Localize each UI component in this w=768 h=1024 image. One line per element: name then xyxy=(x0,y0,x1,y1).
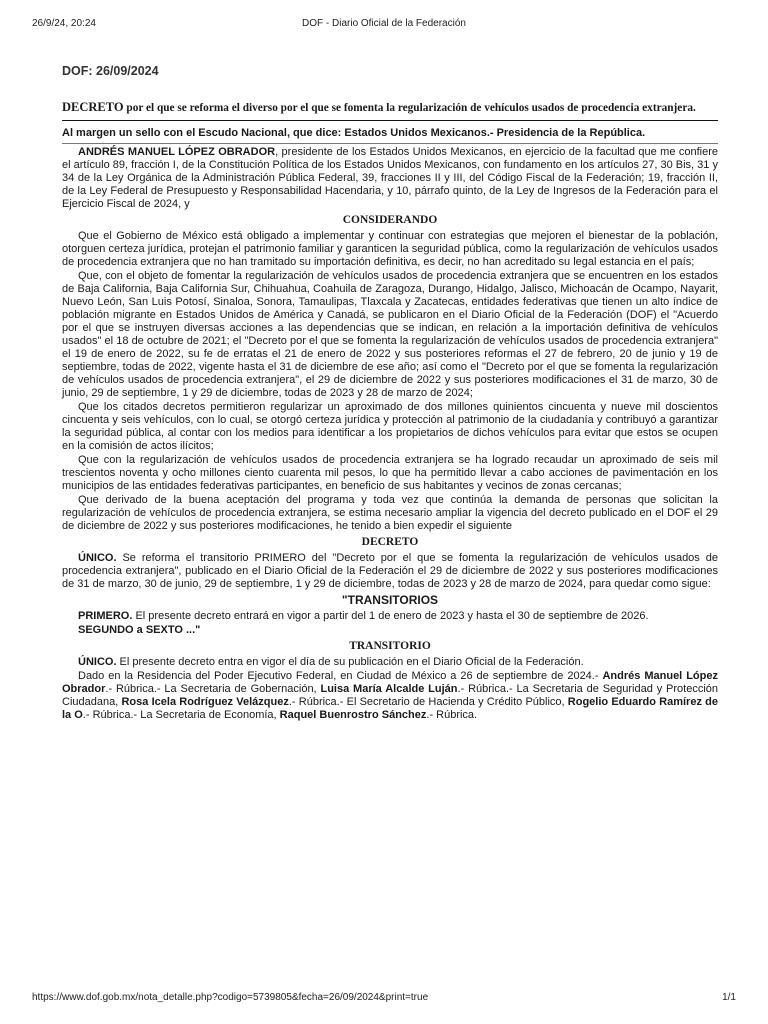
president-name: ANDRÉS MANUEL LÓPEZ OBRADOR xyxy=(78,146,276,158)
decree-title-lead: DECRETO xyxy=(62,100,124,114)
closing-text: .- Rúbrica. xyxy=(426,709,478,721)
considerando-heading: CONSIDERANDO xyxy=(342,214,438,226)
primero-text: El presente decreto entrará en vigor a partir del 1 de enero de 2023 y hasta el 30 de septiembre de 2026. xyxy=(132,610,649,622)
considerando-paragraph: Que el Gobierno de México está obligado a implementar y continuar con estrategias que mejoren el bienestar de la población, otorguen certeza jurídica, protejan el patrimonio familiar y garanticen la seguridad pública, como la regularización de vehículos usados de procedencia extranjera que no han tramitado su importación definitiva, es decir, no han acreditado su legal estancia en el país; xyxy=(62,230,718,268)
page-number: 1/1 xyxy=(722,992,736,1003)
print-url: https://www.dof.gob.mx/nota_detalle.php?codigo=5739805&fecha=26/09/2024&print=true xyxy=(32,992,429,1003)
signatory-name: Raquel Buenrostro Sánchez xyxy=(279,709,427,721)
closing-paragraph xyxy=(62,670,718,722)
unico-label: ÚNICO. xyxy=(78,552,117,564)
signatory-name: Rosa Icela Rodríguez Velázquez xyxy=(121,696,289,708)
closing-text: .- Rúbrica.- La Secretaria de Gobernación, xyxy=(105,683,321,695)
closing-text: .- Rúbrica.- La Secretaria de Seguridad y Protección Ciudadana, xyxy=(62,683,719,708)
unico-article xyxy=(62,552,718,591)
transitorios-quote-heading: "TRANSITORIOS xyxy=(341,593,439,607)
print-footer xyxy=(32,992,736,1006)
signatory-name: Rogelio Eduardo Ramírez de la O xyxy=(62,696,719,721)
print-page-title: DOF - Diario Oficial de la Federación xyxy=(302,18,466,29)
considerando-paragraph: Que los citados decretos permitieron regularizar un aproximado de dos millones quinientos cincuenta y nueve mil doscientos cincuenta y seis vehículos, con lo cual, se otorgó certeza jurídica y protección al patrimonio de la ciudadanía y contribuyó a garantizar la seguridad pública, al contar con los medios para identificar a los propietarios de dichos vehículos para evitar que estos se ocupen en la comisión de actos ilícitos; xyxy=(62,401,718,452)
primero-label: PRIMERO. xyxy=(78,610,133,622)
dof-date: DOF: 26/09/2024 xyxy=(62,64,159,78)
closing-text: Dado en la Residencia del Poder Ejecutivo Federal, en Ciudad de México a 26 de septiembre de 2024.- xyxy=(78,670,603,682)
unico-transitorio-text: El presente decreto entra en vigor el día de su publicación en el Diario Oficial de la Federación. xyxy=(116,656,584,668)
unico-transitorio-label: ÚNICO. xyxy=(78,656,117,668)
decree-title xyxy=(62,100,718,121)
considerando-paragraph: Que, con el objeto de fomentar la regularización de vehículos usados de procedencia extranjera que se encuentren en los estados de Baja California, Baja California Sur, Chihuahua, Coahuila de Zaragoza, Durango, Hidalgo, Jalisco, Michoacán de Ocampo, Nayarit, Nuevo León, San Luis Potosí, Sinaloa, Sonora, Tamaulipas, Tlaxcala y Zacatecas, entidades federativas que tienen un alto índice de población migrante en Estados Unidos de América y Canadá, se publicaron en el Diario Oficial de la Federación (DOF) el "Acuerdo por el que se instruyen diversas acciones a las dependencias que se indican, en relación a la importación definitiva de vehículos usados" el 18 de octubre de 2021; el "Decreto por el que se fomenta la regularización de vehículos usados de procedencia extranjera" el 19 de enero de 2022, su fe de erratas el 21 de enero de 2022 y sus posteriores reformas el 27 de febrero, 20 de junio y 19 de septiembre, todas de 2022, vigente hasta el 31 de diciembre de ese año; así como el "Decreto por el que se fomenta la regularización de vehículos usados de procedencia extranjera", el 29 de diciembre de 2022 y sus posteriores modificaciones el 31 de marzo, 30 de junio, 29 de septiembre, 1 y 29 de diciembre, todas de 2023 y 28 de marzo de 2024; xyxy=(62,270,718,399)
intro-paragraph xyxy=(62,146,718,211)
transitorio-heading: TRANSITORIO xyxy=(349,640,431,652)
segundo-sexto-text: SEGUNDO a SEXTO ..." xyxy=(78,624,201,636)
decreto-heading: DECRETO xyxy=(361,536,419,548)
margin-note: Al margen un sello con el Escudo Nacional, que dice: Estados Unidos Mexicanos.- Presidencia de la República. xyxy=(62,127,718,144)
unico-text: Se reforma el transitorio PRIMERO del "Decreto por el que se fomenta la regularización de vehículos usados de procedencia extranjera", publicado en el Diario Oficial de la Federación el 29 de diciembre de 2022 y sus posteriores modificaciones de 31 de marzo, 30 de junio, 29 de septiembre, 1 y 29 de diciembre, todas de 2023 y 28 de marzo de 2024, para quedar como sigue: xyxy=(62,552,718,590)
intro-text: , presidente de los Estados Unidos Mexicanos, en ejercicio de la facultad que me confiere el artículo 89, fracción I, de la Constitución Política de los Estados Unidos Mexicanos, con fundamento en los artículos 27, 30 Bis, 31 y 34 de la Ley Orgánica de la Administración Pública Federal, 39, fracciones II y III, del Código Fiscal de la Federación; 19, fracción II, de la Ley Federal de Presupuesto y Responsabilidad Hacendaria, y 10, párrafo quinto, de la Ley de Ingresos de la Federación para el Ejercicio Fiscal de 2024, y xyxy=(62,146,718,210)
closing-text: .- Rúbrica.- El Secretario de Hacienda y Crédito Público, xyxy=(288,696,568,708)
signatory-name: Luisa María Alcalde Luján xyxy=(320,683,458,695)
considerando-paragraph: Que derivado de la buena aceptación del programa y toda vez que continúa la demanda de personas que solicitan la regularización de vehículos de procedencia extranjera, se estima necesario ampliar la vigencia del decreto publicado en el DOF el 29 de diciembre de 2022 y sus posteriores modificaciones, he tenido a bien expedir el siguiente xyxy=(62,494,718,532)
document-body xyxy=(62,64,718,723)
considerando-paragraph: Que con la regularización de vehículos usados de procedencia extranjera se ha logrado recaudar un aproximado de seis mil trescientos noventa y ocho millones ciento cuarenta mil pesos, lo que ha permitido llevar a cabo acciones de pavimentación en los municipios de las entidades federativas participantes, en beneficio de sus habitantes y vecinos de zonas cercanas; xyxy=(62,454,718,492)
print-datetime: 26/9/24, 20:24 xyxy=(32,18,96,29)
unico-transitorio xyxy=(62,656,718,669)
closing-text: .- Rúbrica.- La Secretaria de Economía, xyxy=(82,709,280,721)
signatory-name: Andrés Manuel López Obrador xyxy=(62,670,718,695)
segundo-sexto xyxy=(62,624,718,637)
primero-article xyxy=(62,610,718,623)
print-header xyxy=(32,18,736,32)
decree-title-rest: por el que se reforma el diverso por el que se fomenta la regularización de vehículos usados de procedencia extranjera. xyxy=(123,102,696,114)
